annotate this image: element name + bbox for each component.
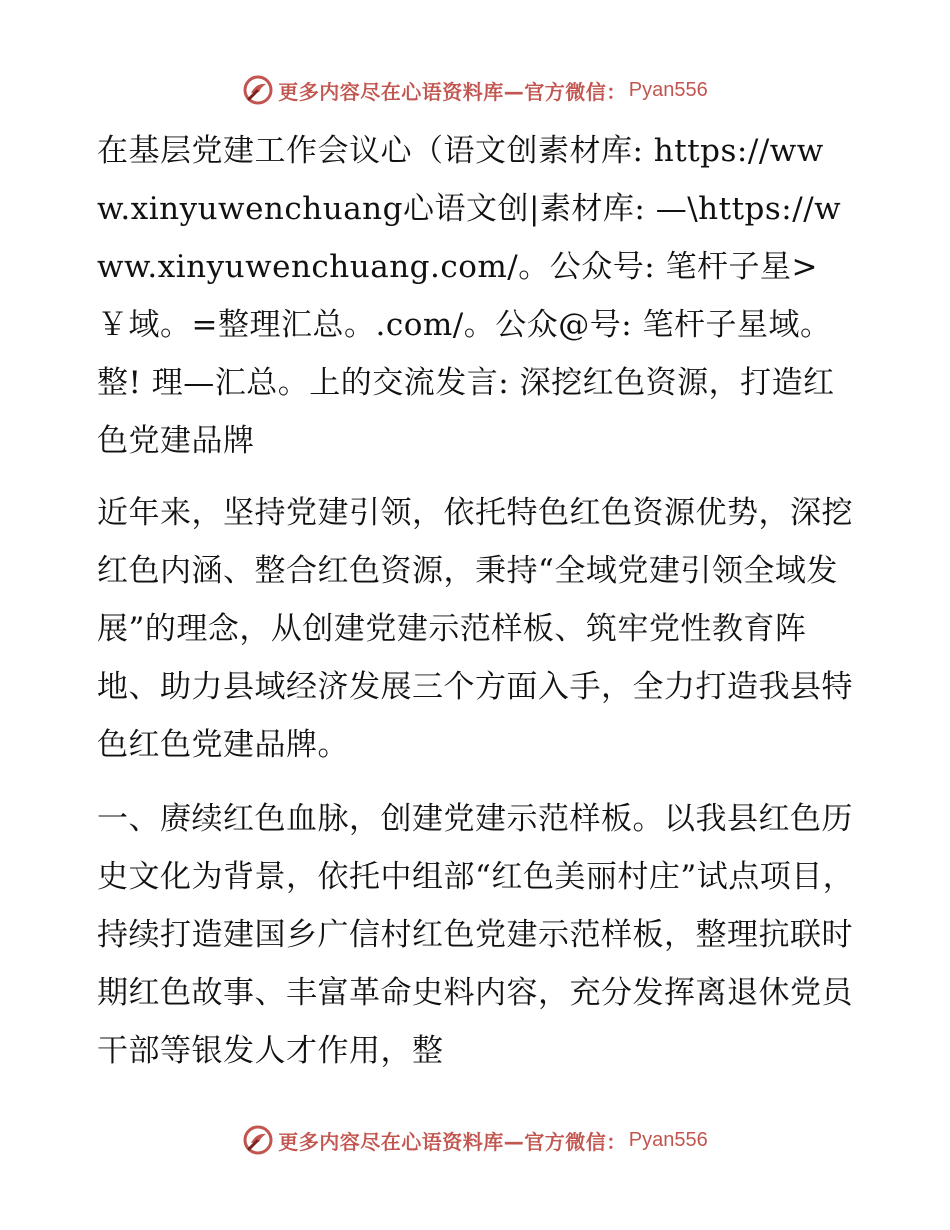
footer-banner <box>0 1120 950 1160</box>
document-title: 在基层党建工作会议心（语文创素材库: https://www.xinyuwenchuang心语文创|素材库: —\https://www.xinyuwenchuang.com/。公众号: 笔杆子星>￥域。=整理汇总。.com/。公众@号: 笔杆子星域。整! 理—汇总。上的交流发言: 深挖红色资源，打造红色党建品牌 <box>97 133 842 459</box>
library-logo-icon <box>242 74 274 106</box>
banner-text: 更多内容尽在心语资料库—官方微信： <box>278 79 627 104</box>
header-banner <box>0 70 950 110</box>
banner-wechat-id: Pyan556 <box>628 1128 708 1151</box>
library-logo-icon <box>242 1124 274 1156</box>
paragraph-section-one: 一、赓续红色血脉，创建党建示范样板。以我县红色历史文化为背景，依托中组部“红色美丽村庄”试点项目，持续打造建国乡广信村红色党建示范样板，整理抗联时期红色故事、丰富革命史料内容，充分发挥离退休党员干部等银发人才作用，整 <box>97 801 855 1069</box>
document-body <box>97 122 857 1096</box>
paragraph-intro: 近年来，坚持党建引领，依托特色红色资源优势，深挖红色内涵、整合红色资源，秉持“全域党建引领全域发展”的理念，从创建党建示范样板、筑牢党性教育阵地、助力县域经济发展三个方面入手，全力打造我县特色红色党建品牌。 <box>97 495 853 763</box>
banner-text: 更多内容尽在心语资料库—官方微信： <box>278 1129 627 1154</box>
banner-wechat-id: Pyan556 <box>628 78 708 101</box>
